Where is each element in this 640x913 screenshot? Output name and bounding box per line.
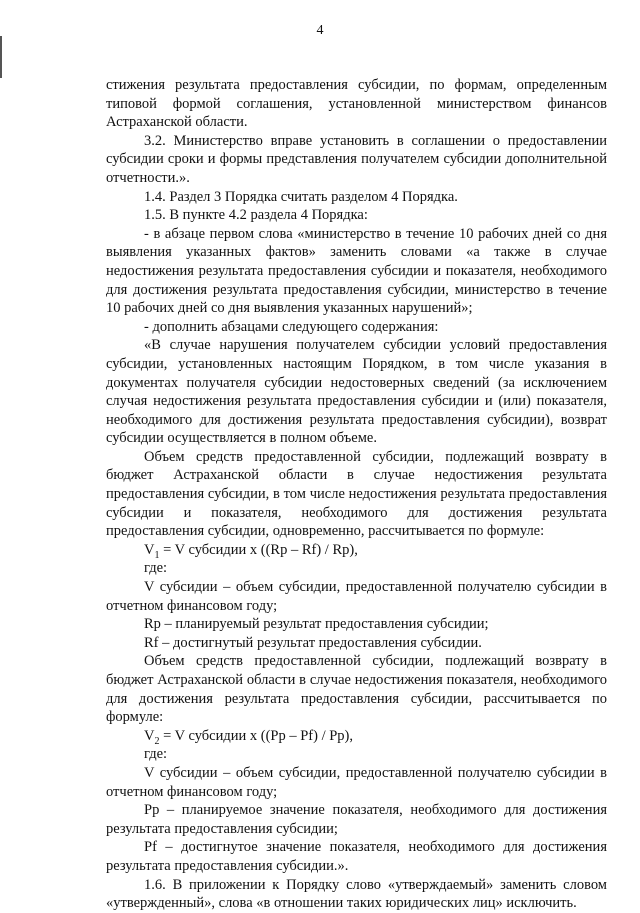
paragraph	[106, 76, 607, 132]
paragraph-text: Rp – планируемый результат предоставления субсидии;	[144, 616, 489, 633]
paragraph-text: стижения результата предоставления субсидии, по формам, определенным типовой формой соглашения, установленной министерством финансов Астраханской области.	[106, 77, 607, 131]
paragraph-text: где:	[144, 746, 168, 763]
formula-rest: = V субсидии x ((Rp – Rf) / Rp),	[159, 541, 358, 558]
paragraph	[106, 801, 607, 838]
paragraph	[106, 559, 607, 578]
paragraph-text: V	[144, 727, 155, 744]
paragraph	[106, 132, 607, 188]
paragraph-text: 1.5. В пункте 4.2 раздела 4 Порядка:	[144, 207, 368, 224]
paragraph-text: Pf – достигнутое значение показателя, необходимого для достижения результата предоставления субсидии.».	[106, 839, 607, 874]
paragraph-text: 3.2. Министерство вправе установить в соглашении о предоставлении субсидии сроки и формы представления получателем субсидии дополнительной отчетности.».	[106, 132, 607, 186]
paragraph-text: - в абзаце первом слова «министерство в течение 10 рабочих дней со дня выявления указанных фактов» заменить словами «а также в случае недостижения результата предоставления субсидии и показателя, необходимого для достижения результата предоставления субсидии, министерство в течение 10 рабочих дней со дня выявления указанных нарушений»;	[106, 225, 607, 317]
paragraph	[106, 615, 607, 634]
paragraph	[106, 634, 607, 653]
paragraph	[106, 838, 607, 875]
paragraph	[106, 225, 607, 318]
paragraph-text: Объем средств предоставленной субсидии, подлежащий возврату в бюджет Астраханской области в случае недостижения результата предоставления субсидии, в том числе недостижения результата предоставления субсидии и показателя, необходимого для достижения результата предоставления субсидии, одновременно, рассчитывается по формуле:	[106, 448, 607, 540]
document-body	[106, 76, 607, 913]
paragraph-text: Rf – достигнутый результат предоставления субсидии.	[144, 634, 482, 651]
formula-subscript: 2	[154, 735, 160, 747]
paragraph	[106, 336, 607, 448]
paragraph-text: V субсидии – объем субсидии, предоставленной получателю субсидии в отчетном финансовом году;	[106, 579, 607, 614]
paragraph	[106, 448, 607, 541]
paragraph-text: 1.6. В приложении к Порядку слово «утверждаемый» заменить словом «утвержденный», слова «в отношении таких юридических лиц» исключить.	[106, 876, 607, 912]
paragraph	[106, 318, 607, 337]
formula-rest: = V субсидии x ((Pp – Pf) / Pp),	[159, 727, 353, 744]
binding-mark	[0, 36, 5, 78]
paragraph-text: «В случае нарушения получателем субсидии условий предоставления субсидии, установленных настоящим Порядком, в том числе указания в документах получателя субсидии недостоверных сведений (за исключением случая недостижения результата предоставления субсидии и (или) показателя, необходимого для достижения результата предоставления субсидии), возврат субсидии осуществляется в полном объеме.	[106, 337, 607, 447]
paragraph	[106, 206, 607, 225]
paragraph	[106, 876, 607, 913]
paragraph-text: V	[144, 541, 155, 558]
formula-line	[106, 541, 607, 560]
paragraph	[106, 745, 607, 764]
paragraph	[106, 652, 607, 726]
paragraph-text: - дополнить абзацами следующего содержания:	[144, 318, 439, 335]
paragraph-text: V субсидии – объем субсидии, предоставленной получателю субсидии в отчетном финансовом году;	[106, 764, 607, 800]
paragraph-text: Объем средств предоставленной субсидии, подлежащий возврату в бюджет Астраханской области в случае недостижения показателя, необходимого для достижения результата предоставления субсидии, рассчитывается по формуле:	[106, 653, 607, 726]
paragraph-text: где:	[144, 560, 168, 577]
page-number: 4	[316, 23, 324, 38]
paragraph-text: 1.4. Раздел 3 Порядка считать разделом 4 Порядка.	[144, 188, 458, 205]
formula-line	[106, 727, 607, 746]
paragraph	[106, 188, 607, 207]
paragraph	[106, 764, 607, 801]
paragraph-text: Pp – планируемое значение показателя, необходимого для достижения результата предоставления субсидии;	[106, 802, 607, 837]
formula-subscript: 1	[154, 549, 160, 561]
paragraph	[106, 578, 607, 615]
